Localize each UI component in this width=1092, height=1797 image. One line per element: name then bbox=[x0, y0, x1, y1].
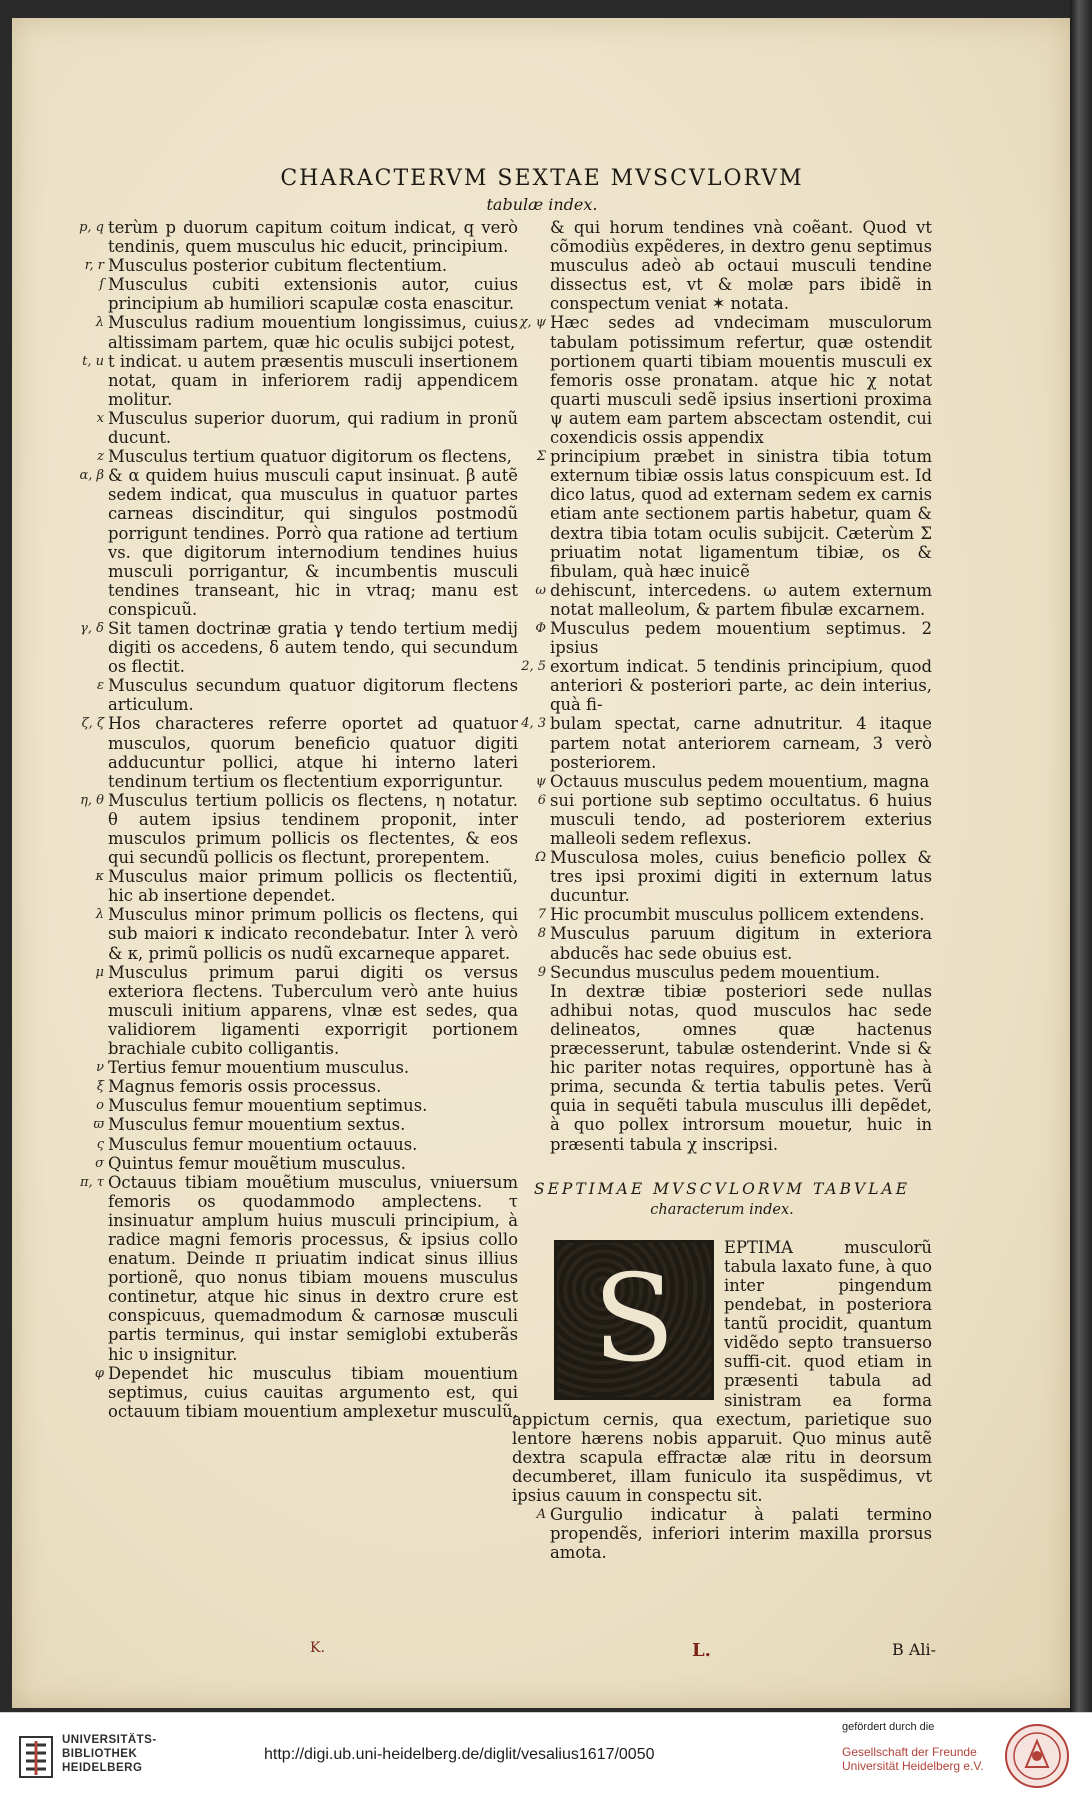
entry-symbol: η, θ bbox=[80, 792, 104, 808]
section-subtitle: characterum index. bbox=[650, 1201, 794, 1218]
entry-symbol: κ bbox=[95, 869, 104, 885]
right-entry bbox=[512, 772, 932, 791]
entry-text: bulam spectat, carne adnutritur. 4 itaque partem notat anteriorem carneam, 3 verò posteriorem. bbox=[550, 714, 932, 772]
left-entry bbox=[70, 218, 518, 256]
entry-symbol: γ, δ bbox=[80, 620, 104, 636]
library-logo[interactable] bbox=[18, 1731, 168, 1783]
entry-symbol: π, τ bbox=[79, 1174, 104, 1190]
entry-text: & α quidem huius musculi caput insinuat. β autẽ sedem indicat, qua musculus in quatuor partes carneas discinditur, qui singulos postmodũ porrigunt tendines. Porrò qua ratione ad tertium vs. que digitorum internodium tendines huius musculi porrigantur, & incumbentis musculi tendines transeant, hic in vtraq; manu est conspicuũ. bbox=[108, 466, 518, 619]
book-page bbox=[12, 18, 1072, 1708]
entry-symbol: 7 bbox=[537, 907, 546, 923]
entry-symbol: 9 bbox=[537, 964, 546, 980]
entry-symbol: ν bbox=[96, 1060, 104, 1076]
signature-mark: L. bbox=[692, 1640, 711, 1661]
left-entry bbox=[70, 1154, 518, 1173]
footer-banner bbox=[0, 1712, 1092, 1797]
entry-text: Musculus radium mouentium longissimus, cuius altissimam partem, quæ hic oculis subijci potest, bbox=[108, 313, 518, 352]
left-entry bbox=[70, 1173, 518, 1364]
right-entry bbox=[512, 982, 932, 1154]
entry-symbol: 6 bbox=[537, 792, 546, 808]
entry-text: Musculus secundum quatuor digitorum flectens articulum. bbox=[108, 676, 518, 715]
entry-text: Hos characteres referre oportet ad quatuor musculos, quorum beneficio quatuor digiti adducuntur pollici, atque hi interno lateri tendinum tertium os flectentium exporriguntur. bbox=[108, 714, 518, 791]
scanner-edge bbox=[1070, 0, 1092, 1712]
sponsor-label: gefördert durch die bbox=[842, 1721, 935, 1733]
section-title: SEPTIMAE MVSCVLORVM TABVLAE bbox=[533, 1179, 911, 1198]
entry-symbol: ς bbox=[96, 1136, 104, 1152]
entry-text: Musculus maior primum pollicis os flectentiũ, hic ab insertione dependet. bbox=[108, 867, 518, 906]
entry-A bbox=[512, 1505, 932, 1562]
entry-text: Sit tamen doctrinæ gratia γ tendo tertium medij digiti os accedens, δ autem tendo, qui secundum os flectit. bbox=[108, 618, 518, 677]
entry-symbol: σ bbox=[95, 1155, 104, 1171]
entry-text: dehiscunt, intercedens. ω autem externum notat malleolum, & partem fibulæ excarnem. bbox=[550, 580, 932, 619]
entry-text: Musculus cubiti extensionis autor, cuius principium ab humiliori scapulæ costa enascitur. bbox=[108, 275, 518, 314]
entry-text: Musculus superior duorum, qui radium in pronũ ducunt. bbox=[108, 408, 518, 448]
entry-text: Musculus pedem mouentium septimus. 2 ipsius bbox=[550, 618, 932, 658]
entry-symbol: t, u bbox=[82, 353, 104, 369]
entry-symbol: z bbox=[97, 449, 104, 465]
entry-symbol: ſ bbox=[99, 277, 104, 293]
entry-text: Musculus primum parui digiti os versus exteriora flectens. Tuberculum verò ante huius musculi initium apparens, vlnæ est sedes, qua validiorem ligamenti exporrigit portionem brachiale cubito colligantis. bbox=[108, 962, 518, 1059]
entry-symbol: μ bbox=[95, 964, 104, 980]
entry-text: Musculus tertium pollicis os flectens, η notatur. θ autem ipsius tendinem proponit, inter musculos primum pollicis os flectentes, & eos qui secundũ pollicis os flectunt, prorepentem. bbox=[108, 790, 518, 868]
entry-text: Dependet hic musculus tibiam mouentium septimus, cuius cauitas argumento est, qui octauum tibiam mouentium amplexetur musculũ, bbox=[108, 1363, 518, 1421]
right-entry bbox=[512, 714, 932, 771]
right-entry bbox=[512, 581, 932, 619]
left-entry bbox=[70, 714, 518, 790]
entry-text: Musculus femur mouentium septimus. bbox=[108, 1096, 428, 1116]
right-entry bbox=[512, 848, 932, 905]
catchword: B Ali- bbox=[892, 1640, 937, 1659]
left-entry bbox=[70, 1077, 518, 1096]
university-seal-icon bbox=[1004, 1723, 1070, 1789]
entry-text: Hic procumbit musculus pollicem extendens. bbox=[550, 905, 925, 925]
entry-text: principium præbet in sinistra tibia totum externum tibiæ ossis latus conspicuum est. Id dico latus, quod ad externam sedem ex carnis etiam ante sectionem partis habetur, quam & dextra tibia totam oculis subijcit. Cæterùm Σ priuatim notat ligamentum tibiæ, os & fibulam, quà hæc inuicẽ bbox=[550, 447, 932, 581]
left-entry bbox=[70, 275, 518, 313]
entry-symbol: λ bbox=[95, 315, 104, 331]
left-entry bbox=[70, 313, 518, 351]
entry-symbol: p, q bbox=[79, 220, 104, 235]
entry-symbol: φ bbox=[94, 1365, 104, 1381]
right-entry bbox=[512, 447, 932, 581]
entry-text: Gurgulio indicatur à palati termino propendẽs, inferiori interim maxilla prorsus amota. bbox=[550, 1505, 932, 1563]
entry-text: Musculus minor primum pollicis os flectens, qui sub maiori κ indicato recondebatur. Inter λ verò & κ, primũ pollicis os nudũ excarneque apparet. bbox=[108, 905, 518, 963]
left-entry bbox=[70, 409, 518, 447]
entry-symbol: ο bbox=[96, 1098, 104, 1114]
entry-symbol: 8 bbox=[537, 926, 546, 942]
left-entry bbox=[70, 352, 518, 409]
signature-mark-left: K. bbox=[310, 1640, 325, 1656]
entry-text: Musculus tertium quatuor digitorum os flectens, bbox=[108, 447, 512, 467]
entry-text: Musculus paruum digitum in exteriora abducẽs hac sede obuius est. bbox=[550, 924, 932, 963]
left-entry bbox=[70, 619, 518, 676]
entry-symbol: 4, 3 bbox=[521, 716, 546, 732]
page-subheading: tabulæ index. bbox=[486, 195, 598, 214]
entry-symbol: Σ bbox=[536, 449, 546, 465]
left-entry bbox=[70, 867, 518, 905]
logo-line-2: BIBLIOTHEK bbox=[62, 1748, 138, 1760]
left-entry bbox=[70, 256, 518, 275]
entry-text: In dextræ tibiæ posteriori sede nullas adhibui notas, quod musculos hac sede delineatos, omnes quæ hactenus præcesserunt, tabulæ ostenderint. Vnde si & hic pariter notas requires, opportunè has à prima, secunda & tertia tabulis petes. Verũ quia in sequẽti tabula musculus illi depẽdet, à quo pollex introrsum mouetur, huic in præsenti tabula χ inscripsi. bbox=[550, 981, 932, 1154]
page-url-link[interactable]: http://digi.ub.uni-heidelberg.de/diglit/vesalius1617/0050 bbox=[264, 1746, 655, 1763]
intro-paragraph bbox=[512, 1238, 932, 1505]
entry-text: Magnus femoris ossis processus. bbox=[108, 1077, 382, 1097]
entry-symbol: x bbox=[96, 410, 104, 426]
right-entry bbox=[512, 905, 932, 924]
sponsor-name-line-1: Gesellschaft der Freunde bbox=[842, 1745, 977, 1759]
right-entry bbox=[512, 924, 932, 962]
right-entry bbox=[512, 963, 932, 982]
left-entry bbox=[70, 1364, 518, 1421]
left-entry bbox=[70, 1135, 518, 1154]
entry-text: terùm p duorum capitum coitum indicat, q verò tendinis, quem musculus hic educit, principium. bbox=[108, 218, 518, 257]
entry-symbol: ζ, ζ bbox=[81, 716, 104, 732]
entry-text: Musculus femur mouentium octauus. bbox=[108, 1134, 418, 1154]
left-entry bbox=[70, 447, 518, 466]
left-entry bbox=[70, 676, 518, 714]
right-entry bbox=[512, 791, 932, 848]
entry-text: Hæc sedes ad vndecimam musculorum tabulam potissimum refertur, quæ ostendit portionem quarti tibiam mouentis musculi ex femoris osse pronatam. atque hic χ notat quarti musculi sedẽ ipsius insertioni proxima ψ autem eam partem abscectam ostendit, cui coxendicis ossis appendix bbox=[550, 313, 932, 448]
left-entry bbox=[70, 963, 518, 1058]
logo-line-1: UNIVERSITÄTS- bbox=[62, 1734, 157, 1746]
entry-symbol: λ bbox=[95, 907, 104, 923]
left-column bbox=[70, 218, 518, 1421]
left-entry bbox=[70, 791, 518, 867]
entry-symbol: Ω bbox=[535, 850, 546, 866]
entry-text: & qui horum tendines vnà coẽant. Quod vt cõmodiùs expẽderes, in dextro genu septimus musculus adeò ab octaui musculi tendine dissectus est, vt & molæ pars ibidẽ in conspectum veniat ✶ notata. bbox=[550, 218, 932, 314]
left-entry bbox=[70, 1115, 518, 1134]
page-heading: CHARACTERVM SEXTAE MVSCVLORVM bbox=[280, 166, 804, 191]
logo-line-3: HEIDELBERG bbox=[62, 1762, 143, 1774]
left-entry bbox=[70, 466, 518, 619]
decorated-initial: S bbox=[554, 1240, 714, 1400]
entry-text: Octauus musculus pedem mouentium, magna bbox=[550, 771, 930, 791]
sponsor-block[interactable] bbox=[842, 1721, 1002, 1773]
entry-text: Octauus tibiam mouẽtium musculus, vniuersum femoris os quodammodo amplectens. τ insinuatur amplum huius musculi principium, à radice magni femoris processus, & ipsius collo enatum. Deinde π priuatim indicat sinus illius portionẽ, quo nonus tibiam mouens musculus continetur, atque hic sinus in dextro crure est conspicuus, quemadmodum & carnosæ musculi partis terminus, qui instar semiglobi extuberãs hic υ insignitur. bbox=[108, 1172, 518, 1364]
entry-symbol: A bbox=[536, 1507, 546, 1523]
entry-text: Tertius femur mouentium musculus. bbox=[108, 1058, 410, 1078]
right-entry bbox=[512, 218, 932, 313]
entry-text: Secundus musculus pedem mouentium. bbox=[550, 962, 881, 982]
entry-symbol: ξ bbox=[96, 1079, 104, 1095]
entry-text: sui portione sub septimo occultatus. 6 huius musculi tendo, ad posteriorem exterius malleoli sedem reflexus. bbox=[550, 790, 932, 848]
entry-symbol: ε bbox=[97, 678, 104, 694]
entry-text: t indicat. u autem præsentis musculi insertionem notat, quam in inferiorem radij appendicem molitur. bbox=[108, 351, 518, 409]
entry-symbol: α, β bbox=[79, 468, 104, 484]
right-column bbox=[512, 218, 932, 1562]
entry-text: Quintus femur mouẽtium musculus. bbox=[108, 1153, 406, 1173]
entry-symbol: r, r bbox=[84, 258, 104, 274]
entry-symbol: ψ bbox=[535, 773, 546, 789]
entry-symbol: ϖ bbox=[93, 1117, 104, 1133]
entry-text: Musculosa moles, cuius beneficio pollex & tres ipsi proximi digiti in externum latus ducuntur. bbox=[550, 848, 932, 906]
right-entry bbox=[512, 619, 932, 657]
entry-symbol: 2, 5 bbox=[521, 659, 546, 675]
entry-symbol: ω bbox=[535, 582, 546, 598]
right-entry bbox=[512, 313, 932, 447]
library-logo-icon bbox=[18, 1735, 54, 1779]
intro-text: EPTIMA musculorũ tabula laxato fune, à quo inter pingendum pendebat, in posteriora tantũ procidit, quantum vidẽdo septo transuerso suffi-cit. quod etiam in præsenti tabula ad sinistram ea forma appictum cernis, qua exectum, parietique suo lentore hærens nobis apparuit. Quo minus autẽ dextra scapula effractæ alæ ritu in deorsum decumberet, illam funiculo ita suspẽdimus, vt ipsius cauum in conspectu sit. bbox=[512, 1237, 932, 1505]
entry-text: Musculus femur mouentium sextus. bbox=[108, 1115, 406, 1135]
sponsor-name-line-2: Universität Heidelberg e.V. bbox=[842, 1759, 984, 1773]
left-entry bbox=[70, 1058, 518, 1077]
entry-symbol: χ, ψ bbox=[519, 315, 546, 331]
left-entry bbox=[70, 905, 518, 962]
left-entry bbox=[70, 1096, 518, 1115]
entry-text: exortum indicat. 5 tendinis principium, quod anteriori & posteriori parte, ac dein interius, quà fi- bbox=[550, 657, 932, 715]
entry-text: Musculus posterior cubitum flectentium. bbox=[108, 256, 448, 276]
entry-symbol: Φ bbox=[535, 620, 546, 636]
right-entry bbox=[512, 657, 932, 714]
